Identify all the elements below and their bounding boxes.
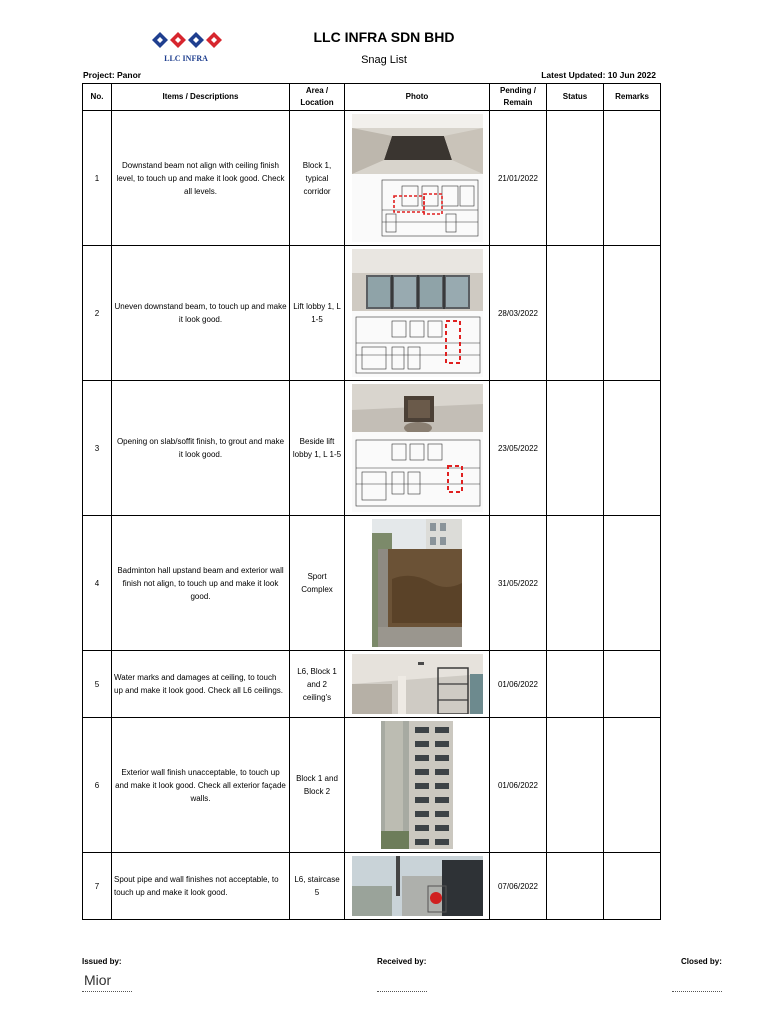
col-header-remarks: Remarks (604, 84, 661, 111)
closed-by-label: Closed by: (681, 957, 722, 966)
row-photo (345, 381, 490, 516)
row-photo (345, 111, 490, 246)
row-pending: 21/01/2022 (490, 111, 547, 246)
issued-by-label: Issued by: (82, 957, 122, 966)
row-status (547, 853, 604, 920)
row-area: Sport Complex (290, 516, 345, 651)
spout-pipe-photo (352, 856, 483, 916)
closed-by-signature-line (672, 990, 722, 992)
col-header-area: Area / Location (290, 84, 345, 111)
issued-by-name: Mior (84, 972, 112, 988)
row-area: L6, staircase 5 (290, 853, 345, 920)
row-description: Downstand beam not align with ceiling finish level, to touch up and make it look good. Check all levels. (112, 111, 290, 246)
row-number: 2 (83, 246, 112, 381)
row-description: Spout pipe and wall finishes not acceptable, to touch up and make it look good. (112, 853, 290, 920)
table-row (83, 111, 661, 246)
row-status (547, 111, 604, 246)
lift-lobby-photo (352, 249, 483, 377)
row-area: Lift lobby 1, L 1-5 (290, 246, 345, 381)
row-pending: 07/06/2022 (490, 853, 547, 920)
table-row (83, 516, 661, 651)
row-remarks (604, 651, 661, 718)
row-status (547, 718, 604, 853)
row-area: Beside lift lobby 1, L 1-5 (290, 381, 345, 516)
row-pending: 28/03/2022 (490, 246, 547, 381)
table-row (83, 853, 661, 920)
row-photo (345, 718, 490, 853)
latest-updated: Latest Updated: 10 Jun 2022 (541, 70, 656, 80)
table-row (83, 651, 661, 718)
row-remarks (604, 516, 661, 651)
row-number: 5 (83, 651, 112, 718)
row-number: 7 (83, 853, 112, 920)
slab-opening-photo (352, 384, 483, 512)
row-number: 3 (83, 381, 112, 516)
row-status (547, 246, 604, 381)
row-status (547, 516, 604, 651)
row-photo (345, 516, 490, 651)
received-by-label: Received by: (377, 957, 427, 966)
col-header-photo: Photo (345, 84, 490, 111)
snag-table (82, 83, 661, 920)
row-number: 4 (83, 516, 112, 651)
row-photo (345, 651, 490, 718)
company-name: LLC INFRA SDN BHD (313, 29, 455, 45)
table-row (83, 246, 661, 381)
row-photo (345, 246, 490, 381)
col-header-status: Status (547, 84, 604, 111)
exterior-wall-photo (381, 721, 453, 849)
row-remarks (604, 381, 661, 516)
row-description: Uneven downstand beam, to touch up and make it look good. (112, 246, 290, 381)
badminton-hall-photo (372, 519, 462, 647)
row-area: Block 1 and Block 2 (290, 718, 345, 853)
table-row (83, 718, 661, 853)
project-label: Project: Panor (83, 70, 142, 80)
row-remarks (604, 718, 661, 853)
row-pending: 01/06/2022 (490, 651, 547, 718)
row-remarks (604, 853, 661, 920)
row-pending: 31/05/2022 (490, 516, 547, 651)
col-header-no: No. (83, 84, 112, 111)
row-pending: 01/06/2022 (490, 718, 547, 853)
issued-by-signature-line (82, 990, 132, 992)
row-description: Opening on slab/soffit finish, to grout and make it look good. (112, 381, 290, 516)
row-description: Exterior wall finish unacceptable, to touch up and make it look good. Check all exterior façade walls. (112, 718, 290, 853)
table-row (83, 381, 661, 516)
row-status (547, 381, 604, 516)
col-header-items: Items / Descriptions (112, 84, 290, 111)
row-description: Badminton hall upstand beam and exterior wall finish not align, to touch up and make it look good. (112, 516, 290, 651)
row-pending: 23/05/2022 (490, 381, 547, 516)
logo-text: LLC INFRA (164, 54, 208, 63)
row-number: 1 (83, 111, 112, 246)
received-by-signature-line (377, 990, 427, 992)
row-photo (345, 853, 490, 920)
row-area: L6, Block 1 and 2 ceiling's (290, 651, 345, 718)
row-description: Water marks and damages at ceiling, to touch up and make it look good. Check all L6 ceilings. (112, 651, 290, 718)
row-remarks (604, 111, 661, 246)
document-title: Snag List (361, 54, 407, 66)
row-number: 6 (83, 718, 112, 853)
row-remarks (604, 246, 661, 381)
row-status (547, 651, 604, 718)
row-area: Block 1, typical corridor (290, 111, 345, 246)
table-header-row (83, 84, 661, 111)
ceiling-photo (352, 654, 483, 714)
corridor-photo (352, 114, 483, 242)
col-header-pending: Pending / Remain (490, 84, 547, 111)
